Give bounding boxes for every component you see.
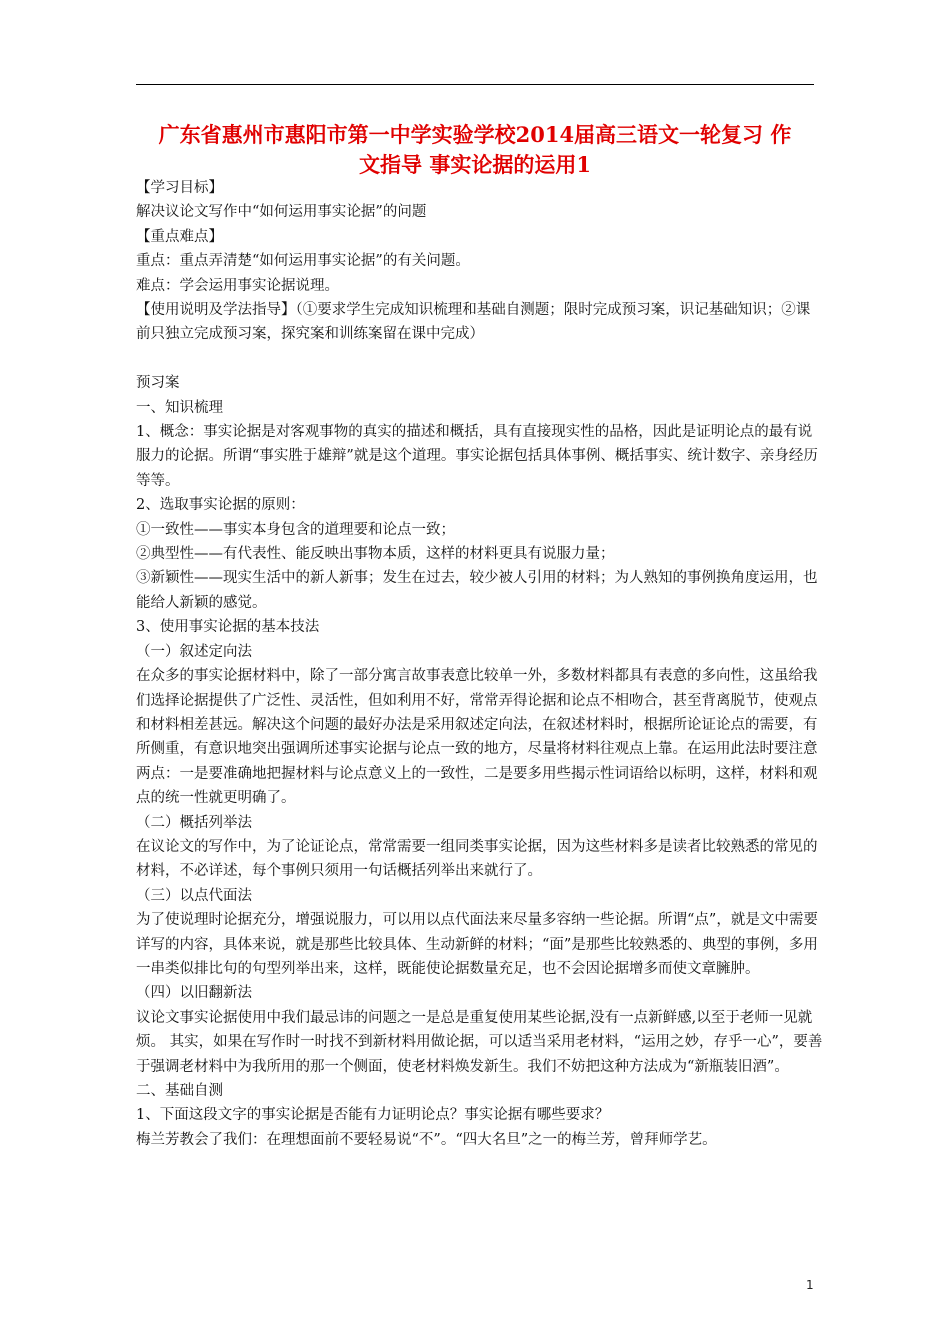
paragraph: 议论文事实论据使用中我们最忌讳的问题之一是总是重复使用某些论据,没有一点新鲜感,以至于老师一见就烦。 其实，如果在写作时一时找不到新材料用做论据，可以适当采用老材料，“运用之妙，存乎一心”，要善于强调老材料中为我所用的那一个侧面，使老材料焕发新生。我们不妨把这种方法成为“新瓶装旧酒”。 xyxy=(136,1009,823,1075)
paragraph: ②典型性——有代表性、能反映出事物本质，这样的材料更具有说服力量； xyxy=(136,546,615,563)
paragraph: 难点：学会运用事实论据说理。 xyxy=(136,277,339,294)
paragraph: 为了使说理时论据充分，增强说服力，可以用以点代面法来尽量多容纳一些论据。所谓“点”，就是文中需要详写的内容，具体来说，就是那些比较具体、生动新鲜的材料；“面”是那些比较熟悉的、典型的事例，多用一串类似排比句的句型列举出来，这样，既能使论据数量充足，也不会因论据增多而使文章臃肿。 xyxy=(136,912,818,977)
section-heading: 二、基础自测 xyxy=(136,1083,223,1100)
paragraph: 【学习目标】 xyxy=(136,180,223,196)
document-title xyxy=(128,120,822,180)
blank-line xyxy=(136,347,824,371)
paragraph: 在众多的事实论据材料中，除了一部分寓言故事表意比较单一外，多数材料都具有表意的多向性，这虽给我们选择论据提供了广泛性、灵活性，但如利用不好，常常弄得论据和论点不相吻合，甚至背离脱节，使观点和材料相差甚远。解决这个问题的最好办法是采用叙述定向法，在叙述材料时，根据所论证论点的需要，有所侧重，有意识地突出强调所述事实论据与论点一致的地方，尽量将材料往观点上靠。在运用此法时要注意两点：一是要准确地把握材料与论点意义上的一致性，二是要多用些揭示性词语给以标明，这样，材料和观点的统一性就更明确了。 xyxy=(136,668,818,807)
title-line-2: 文指导 事实论据的运用1 xyxy=(359,152,591,177)
subsection-heading: （一）叙述定向法 xyxy=(136,643,252,660)
paragraph: 解决议论文写作中“如何运用事实论据”的问题 xyxy=(136,204,427,221)
section-heading: 一、知识梳理 xyxy=(136,399,223,416)
paragraph: 2、选取事实论据的原则： xyxy=(136,497,305,514)
title-line-1: 广东省惠州市惠阳市第一中学实验学校2014届高三语文一轮复习 作 xyxy=(158,122,792,147)
header-rule xyxy=(136,84,814,85)
paragraph: 在议论文的写作中，为了论证论点，常常需要一组同类事实论据，因为这些材料多是读者比较熟悉的常见的材料，不必详述，每个事例只须用一句话概括列举出来就行了。 xyxy=(136,838,818,880)
paragraph: 1、概念：事实论据是对客观事物的真实的描述和概括，具有直接现实性的品格，因此是证明论点的最有说服力的论据。所谓“事实胜于雄辩”就是这个道理。事实论据包括具体事例、概括事实、统计数字、亲身经历等等。 xyxy=(136,424,818,489)
subsection-heading: （四）以旧翻新法 xyxy=(136,985,252,1002)
document-body xyxy=(136,176,824,1152)
section-heading: 预习案 xyxy=(136,375,180,392)
subsection-heading: （二）概括列举法 xyxy=(136,814,252,831)
paragraph: 3、使用事实论据的基本技法 xyxy=(136,619,320,636)
paragraph: ①一致性——事实本身包含的道理要和论点一致； xyxy=(136,521,455,538)
paragraph: 梅兰芳教会了我们：在理想面前不要轻易说“不”。“四大名旦”之一的梅兰芳，曾拜师学艺。 xyxy=(136,1131,717,1148)
paragraph: ③新颖性——现实生活中的新人新事；发生在过去，较少被人引用的材料；为人熟知的事例换角度运用，也能给人新颖的感觉。 xyxy=(136,570,818,611)
paragraph: 1、下面这段文字的事实论据是否能有力证明论点？事实论据有哪些要求？ xyxy=(136,1107,610,1124)
subsection-heading: （三）以点代面法 xyxy=(136,887,252,904)
paragraph: 【重点难点】 xyxy=(136,228,223,245)
paragraph: 重点：重点弄清楚“如何运用事实论据”的有关问题。 xyxy=(136,253,470,270)
paragraph: 【使用说明及学法指导】（①要求学生完成知识梳理和基础自测题；限时完成预习案，识记基础知识；②课前只独立完成预习案，探究案和训练案留在课中完成） xyxy=(136,302,811,343)
page-number: 1 xyxy=(806,1278,814,1292)
